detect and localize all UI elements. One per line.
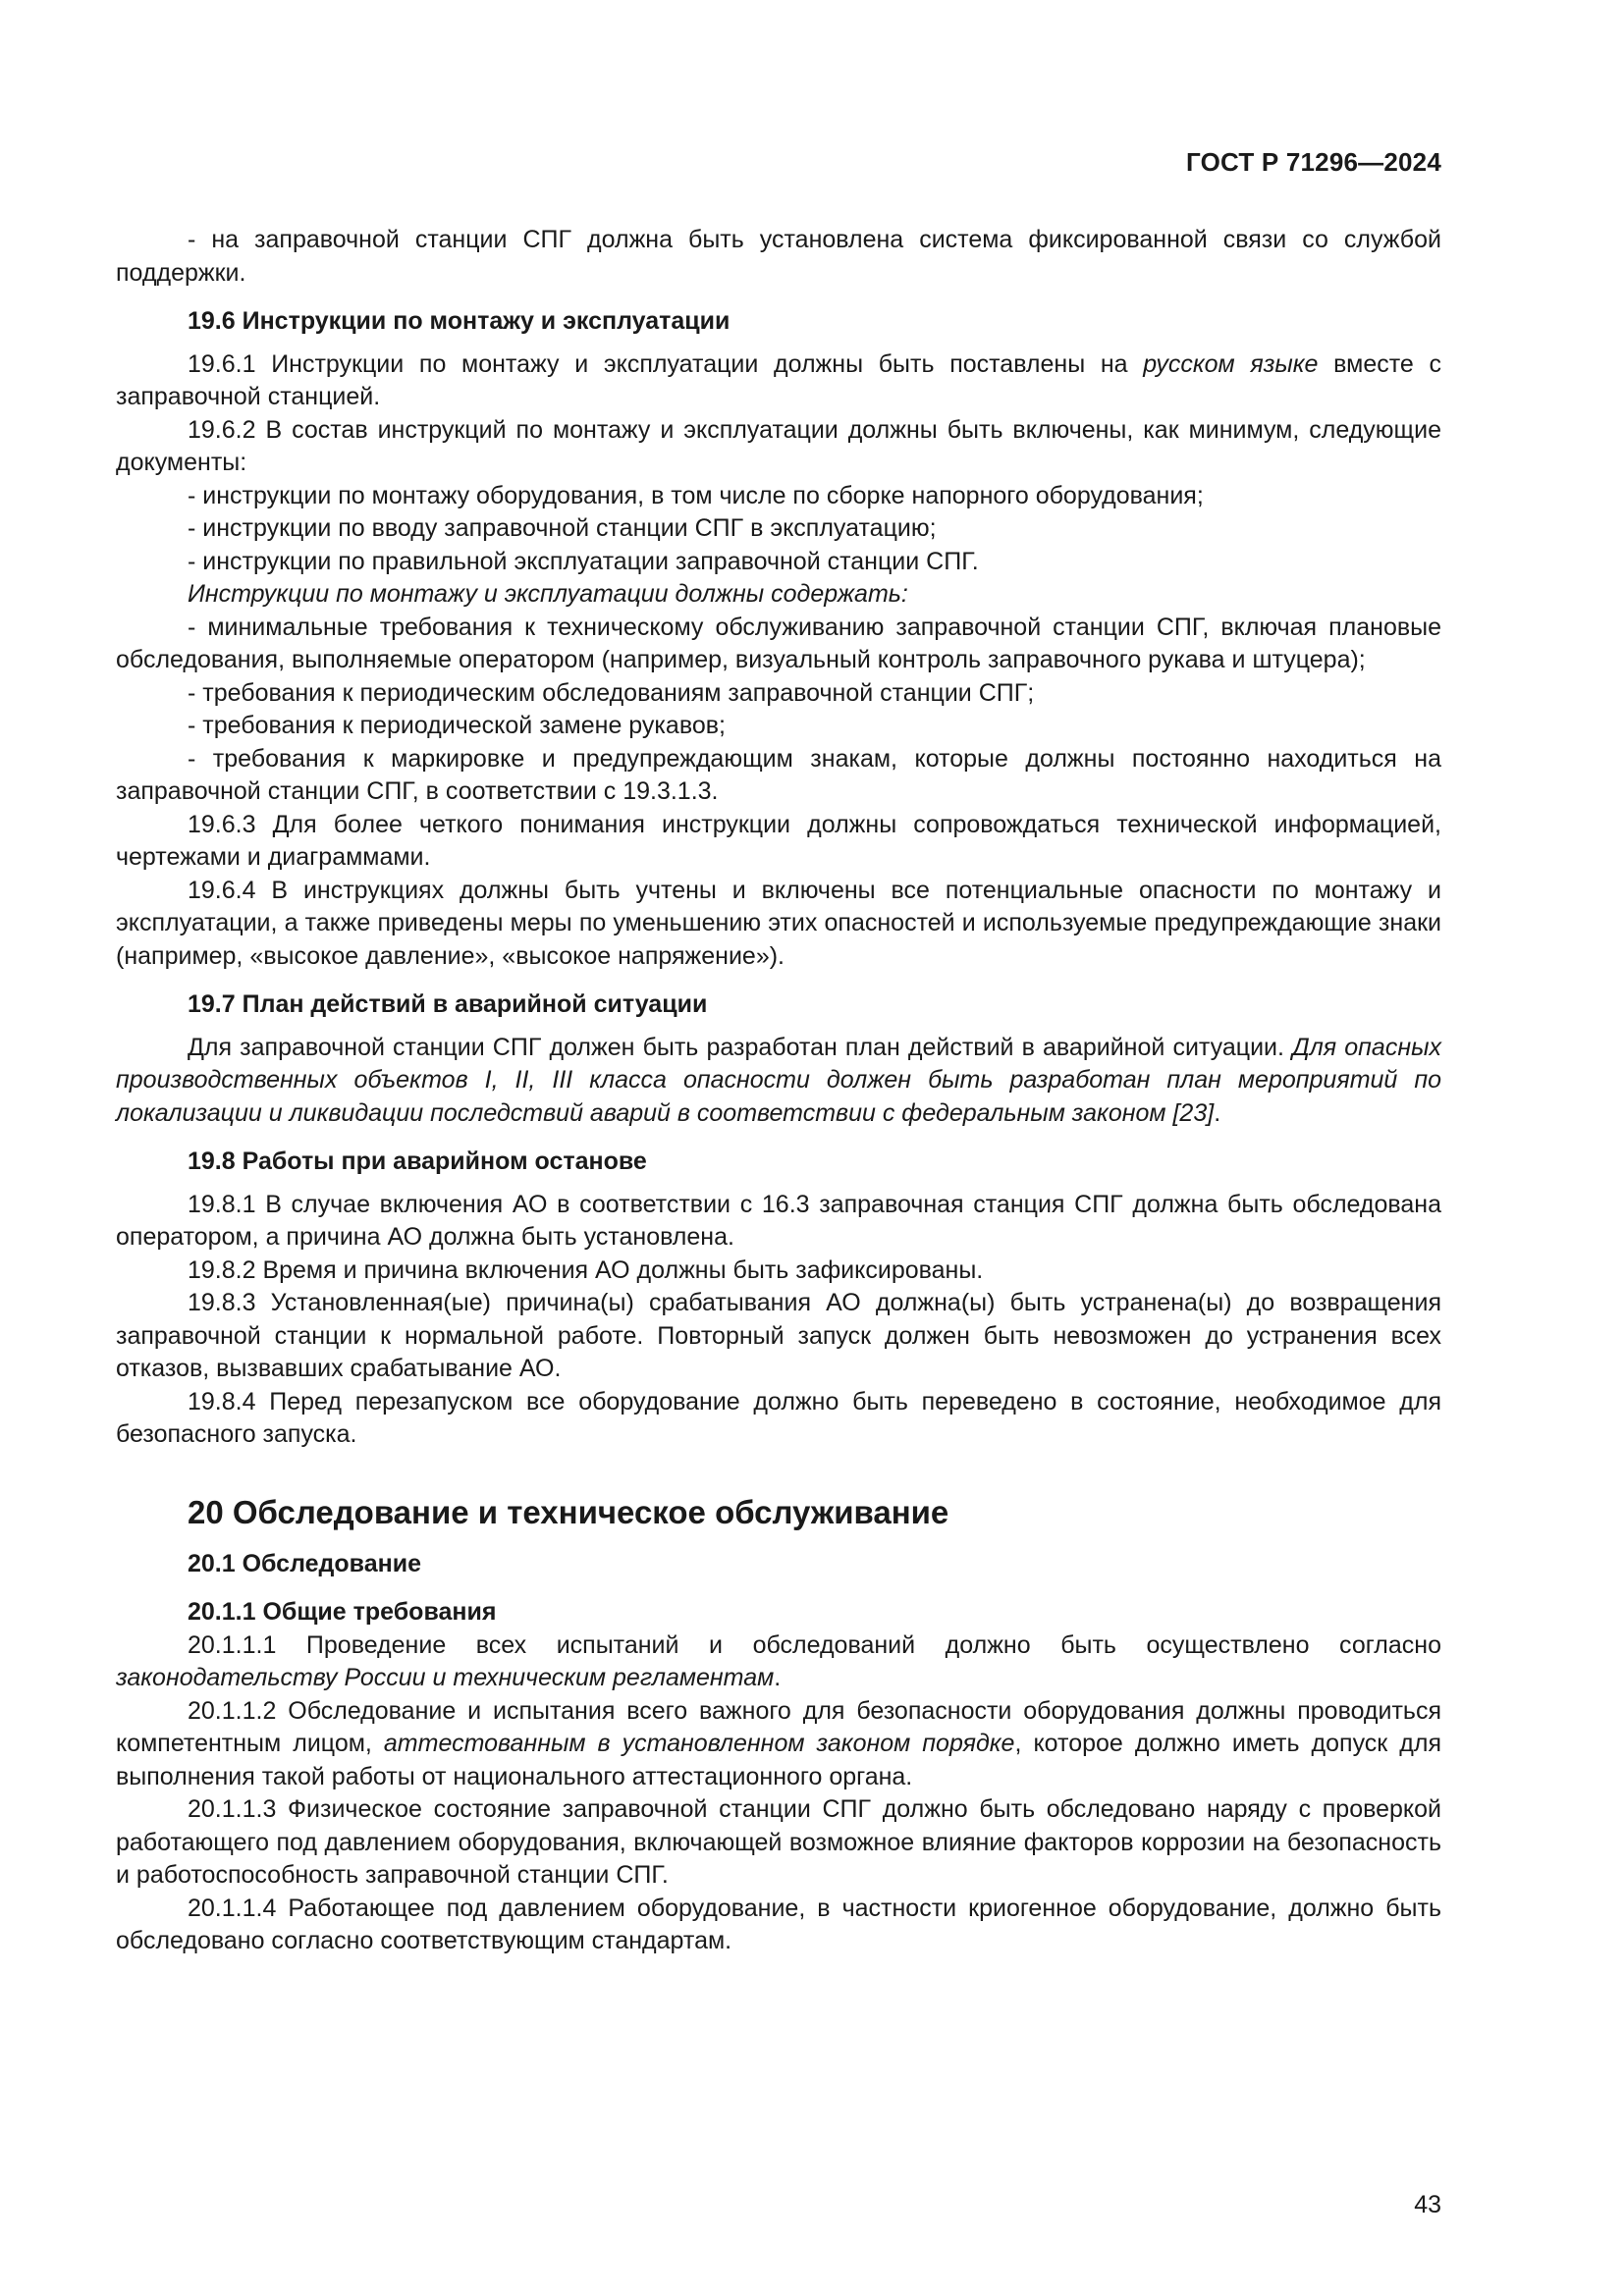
subsection-heading: 20.1 Обследование	[188, 1549, 421, 1577]
paragraph	[116, 1695, 1441, 1794]
paragraph: 19.8.4 Перед перезапуском все оборудование должно быть переведено в состояние, необходимое для безопасного запуска.	[116, 1387, 1441, 1448]
text-run: Для заправочной станции СПГ должен быть разработан план действий в аварийной ситуации.	[188, 1033, 1293, 1061]
subsection-heading: 19.8 Работы при аварийном останове	[188, 1148, 647, 1175]
paragraph	[116, 578, 1441, 612]
paragraph: 19.6.3 Для более четкого понимания инструкции должны сопровождаться технической информацией, чертежами и диаграммами.	[116, 810, 1441, 871]
paragraph: - на заправочной станции СПГ должна быть установлена система фиксированной связи со службой поддержки.	[116, 226, 1441, 287]
subsection-heading: 19.7 План действий в аварийной ситуации	[188, 990, 708, 1018]
text-run: 20.1.1.2 Обследование и испытания всего важного для безопасности оборудования должны проводиться компетентным лицом,	[116, 1696, 1441, 1757]
paragraph: 20.1.1.4 Работающее под давлением оборудование, в частности криогенное оборудование, должно быть обследовано согласно соответствующим стандартам.	[116, 1894, 1441, 1954]
paragraph: - минимальные требования к техническому обслуживанию заправочной станции СПГ, включая плановые обследования, выполняемые оператором (например, визуальный контроль заправочного рукава и штуцера);	[116, 613, 1441, 673]
italic-text-run: Инструкции по монтажу и эксплуатации должны содержать:	[188, 580, 908, 608]
paragraph: 19.6.4 В инструкциях должны быть учтены и включены все потенциальные опасности по монтажу и эксплуатации, а также приведены меры по уменьшению этих опасностей и используемые предупреждающие знаки (например, «высокое давление», «высокое напряжение»).	[116, 876, 1441, 970]
paragraph: 19.8.1 В случае включения АО в соответствии с 16.3 заправочная станция СПГ должна быть обследована оператором, а причина АО должна быть установлена.	[116, 1190, 1441, 1251]
paragraph: - требования к периодической замене рукавов;	[188, 712, 726, 739]
section-heading: 20 Обследование и техническое обслуживание	[188, 1493, 949, 1530]
italic-text-run: законодательству России и техническим регламентам	[116, 1664, 775, 1691]
paragraph: - требования к периодическим обследованиям заправочной станции СПГ;	[188, 678, 1035, 707]
page-body	[116, 224, 1441, 1958]
page-number: 43	[1414, 2191, 1441, 2218]
paragraph: 20.1.1.3 Физическое состояние заправочной станции СПГ должно быть обследовано наряду с проверкой работающего под давлением оборудования, включающей возможное влияние факторов коррозии на безопасность и работоспособность заправочной станции СПГ.	[116, 1795, 1441, 1889]
text-run: .	[774, 1664, 782, 1691]
italic-text-run: аттестованным в установленном законом порядке	[383, 1730, 1015, 1757]
paragraph: 19.8.2 Время и причина включения АО должны быть зафиксированы.	[188, 1255, 984, 1284]
document-code: ГОСТ Р 71296—2024	[1186, 147, 1441, 177]
paragraph: - инструкции по вводу заправочной станции СПГ в эксплуатацию;	[188, 514, 937, 542]
subsection-heading: 19.6 Инструкции по монтажу и эксплуатации	[188, 307, 731, 335]
paragraph: 19.8.3 Установленная(ые) причина(ы) срабатывания АО должна(ы) быть устранена(ы) до возвращения заправочной станции к нормальной работе. Повторный запуск должен быть невозможен до устранения всех отказов, вызвавших срабатывание АО.	[116, 1289, 1441, 1382]
subsection-heading: 20.1.1 Общие требования	[188, 1598, 497, 1626]
italic-text-run: русском языке	[1143, 349, 1319, 378]
text-run: , которое должно иметь допуск для выполнения такой работы от национального аттестационного органа.	[116, 1730, 1441, 1790]
paragraph: - требования к маркировке и предупреждающим знакам, которые должны постоянно находиться на заправочной станции СПГ, в соответствии с 19.3.1.3.	[116, 744, 1441, 805]
paragraph: 19.6.2 В состав инструкций по монтажу и эксплуатации должны быть включены, как минимум, следующие документы:	[116, 415, 1441, 476]
italic-text-run: Для опасных производственных объектов I, II, III класса опасности должен быть разработан план мероприятий по локализации и ликвидации последствий аварий в соответствии с федеральным законом [23]	[116, 1033, 1441, 1127]
text-run: .	[1214, 1098, 1221, 1127]
paragraph	[116, 1629, 1441, 1695]
paragraph	[116, 1032, 1441, 1131]
text-run: 20.1.1.1 Проведение всех испытаний и обследований должно быть осуществлено согласно	[188, 1630, 1441, 1659]
paragraph: - инструкции по правильной эксплуатации заправочной станции СПГ.	[188, 547, 979, 575]
paragraph	[116, 348, 1441, 414]
text-run: вместе с заправочной станцией.	[116, 349, 1441, 410]
text-run: 19.6.1 Инструкции по монтажу и эксплуатации должны быть поставлены на	[188, 349, 1144, 378]
paragraph: - инструкции по монтажу оборудования, в том числе по сборке напорного оборудования;	[188, 481, 1204, 509]
